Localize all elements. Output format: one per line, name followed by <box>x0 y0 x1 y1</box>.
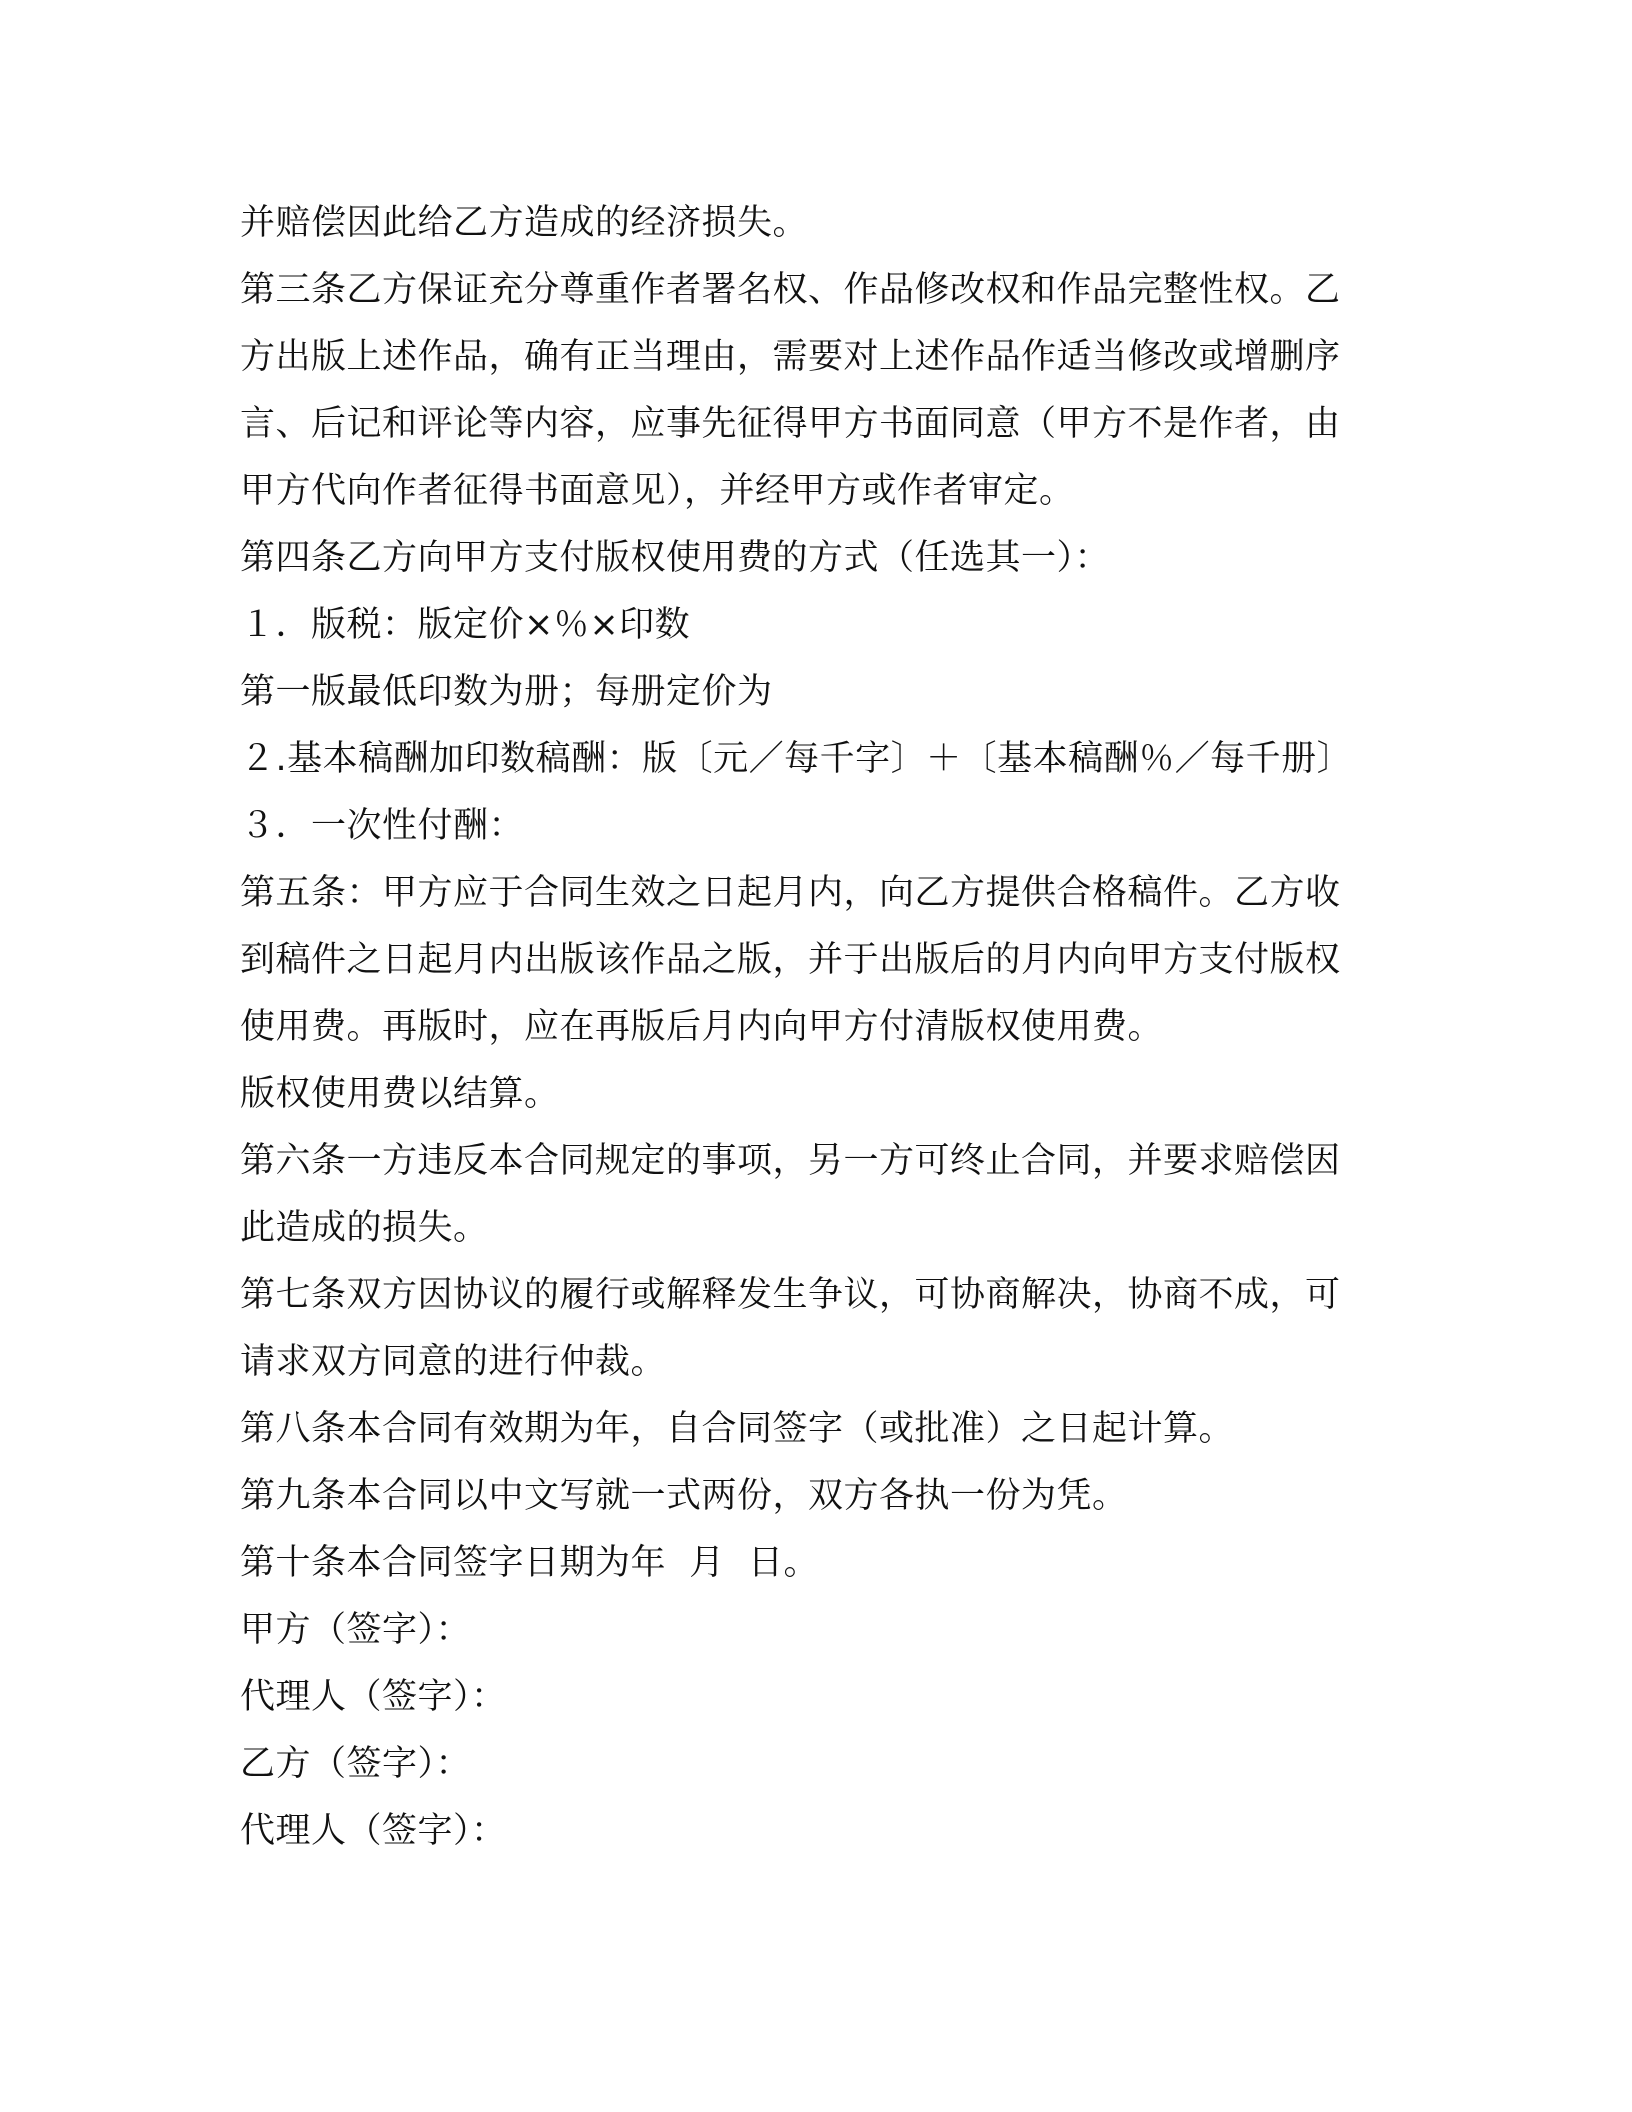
payment-option-3 <box>240 793 1395 860</box>
text-line: 代理人（签字）： <box>240 1811 507 1851</box>
clause-10 <box>240 1530 1395 1597</box>
clause-7 <box>240 1262 1395 1396</box>
text-line: 第八条本合同有效期为年，自合同签字（或批准）之日起计算。 <box>240 1409 1235 1449</box>
text-line: 第五条：甲方应于合同生效之日起月内，向乙方提供合格稿件。乙方收 <box>240 873 1341 913</box>
clause-6 <box>240 1128 1395 1262</box>
text-line: 乙方（签字）： <box>240 1744 472 1784</box>
settlement-note <box>240 1061 1395 1128</box>
signature-agent-a <box>240 1664 1395 1731</box>
signature-party-a <box>240 1597 1395 1664</box>
paragraph-continuation <box>240 190 1395 257</box>
text-line: 第七条双方因协议的履行或解释发生争议，可协商解决，协商不成，可 <box>240 1275 1341 1315</box>
signature-party-b <box>240 1731 1395 1798</box>
text-line: 使用费。再版时，应在再版后月内向甲方付清版权使用费。 <box>240 1007 1164 1047</box>
text-line: 第十条本合同签字日期为年 月 日。 <box>240 1543 820 1583</box>
clause-5 <box>240 860 1395 1061</box>
text-line: 第六条一方违反本合同规定的事项，另一方可终止合同，并要求赔偿因 <box>240 1141 1341 1181</box>
payment-option-1 <box>240 592 1395 659</box>
text-line: 第一版最低印数为册；每册定价为 <box>240 672 773 712</box>
first-edition-print-count <box>240 659 1395 726</box>
signature-agent-b <box>240 1798 1395 1865</box>
payment-option-2 <box>240 726 1395 793</box>
clause-3 <box>240 257 1395 525</box>
text-line: １．版税：版定价×％×印数 <box>240 605 691 645</box>
text-line: 到稿件之日起月内出版该作品之版，并于出版后的月内向甲方支付版权 <box>240 940 1341 980</box>
clause-4 <box>240 525 1395 592</box>
text-line: 言、后记和评论等内容，应事先征得甲方书面同意（甲方不是作者，由 <box>240 404 1341 444</box>
text-line: ２.基本稿酬加印数稿酬：版〔元／每千字〕＋〔基本稿酬％／每千册〕 <box>240 739 1353 779</box>
text-line: 甲方（签字）： <box>240 1610 472 1650</box>
text-line: 此造成的损失。 <box>240 1208 489 1248</box>
text-line: 代理人（签字）： <box>240 1677 507 1717</box>
text-line: 方出版上述作品，确有正当理由，需要对上述作品作适当修改或增删序 <box>240 337 1341 377</box>
text-line: 甲方代向作者征得书面意见），并经甲方或作者审定。 <box>240 471 1075 511</box>
text-line: ３．一次性付酬： <box>240 806 525 846</box>
text-line: 第三条乙方保证充分尊重作者署名权、作品修改权和作品完整性权。乙 <box>240 270 1341 310</box>
clause-9 <box>240 1463 1395 1530</box>
clause-8 <box>240 1396 1395 1463</box>
text-line: 并赔偿因此给乙方造成的经济损失。 <box>240 203 809 243</box>
text-line: 第九条本合同以中文写就一式两份，双方各执一份为凭。 <box>240 1476 1128 1516</box>
text-line: 第四条乙方向甲方支付版权使用费的方式（任选其一）： <box>240 538 1111 578</box>
document-body <box>240 190 1395 1865</box>
text-line: 请求双方同意的进行仲裁。 <box>240 1342 667 1382</box>
text-line: 版权使用费以结算。 <box>240 1074 560 1114</box>
